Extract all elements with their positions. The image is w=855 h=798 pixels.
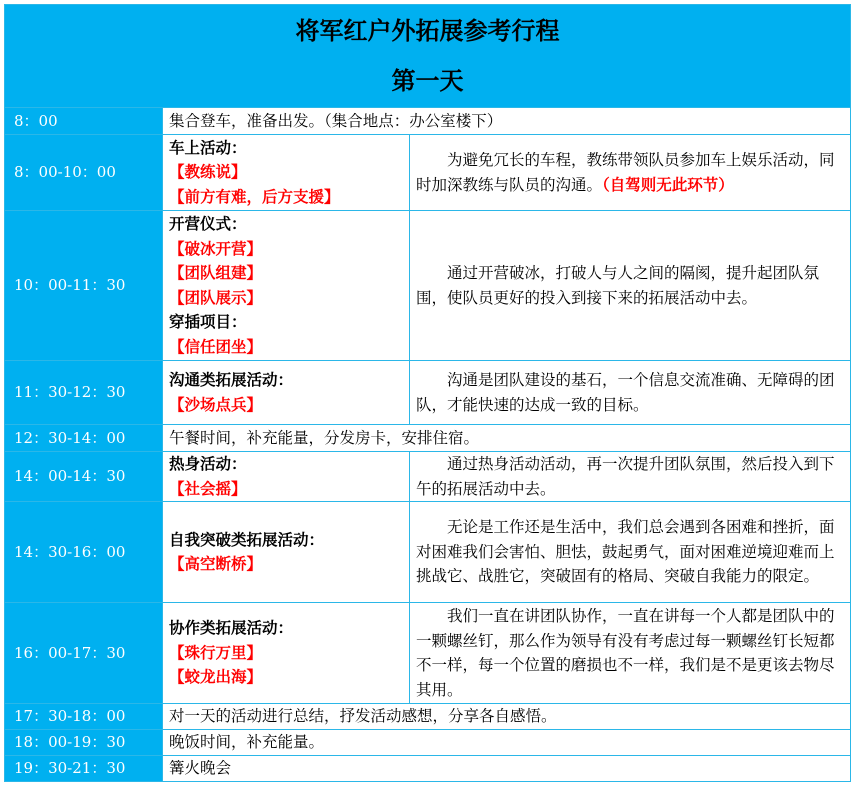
time-cell: 8：00: [5, 108, 163, 135]
activity-text: 对一天的活动进行总结，抒发活动感想，分享各自感悟。: [163, 704, 851, 730]
table-row: [5, 756, 851, 782]
activity-cell: [163, 452, 410, 502]
table-row: [5, 603, 851, 704]
description-cell: [410, 135, 851, 211]
activity-item: 【信任团坐】: [169, 337, 263, 356]
table-row: [5, 108, 851, 135]
activity-label: 开营仪式：: [169, 215, 247, 233]
activity-text: 篝火晚会: [163, 756, 851, 782]
activity-item: 【团队展示】: [169, 288, 263, 307]
description-text: 为避免冗长的车程，教练带领队员参加车上娱乐活动，同时加深教练与队员的沟通。: [416, 151, 835, 194]
activity-cell: [163, 211, 410, 361]
time-cell: 12：30-14：00: [5, 425, 163, 452]
activity-text: 晚饭时间，补充能量。: [163, 730, 851, 756]
activity-item: 【破冰开营】: [169, 239, 263, 258]
time-cell: 17：30-18：00: [5, 704, 163, 730]
activity-label: 车上活动：: [169, 138, 247, 157]
time-cell: 11：30-12：30: [5, 361, 163, 425]
description-cell: 通过开营破冰，打破人与人之间的隔阂，提升起团队氛围，使队员更好的投入到接下来的拓展活动中去。: [410, 211, 851, 361]
activity-cell: [163, 361, 410, 425]
activity-item: 【沙场点兵】: [169, 395, 263, 414]
table-row: [5, 361, 851, 425]
activity-text: 午餐时间，补充能量，分发房卡，安排住宿。: [163, 425, 851, 452]
activity-cell: [163, 603, 410, 704]
time-cell: 18：00-19：30: [5, 730, 163, 756]
activity-item: 【团队组建】: [169, 264, 263, 282]
table-row: [5, 211, 851, 361]
header-cell: [5, 5, 851, 108]
description-cell: 我们一直在讲团队协作，一直在讲每一个人都是团队中的一颗螺丝钉，那么作为领导有没有考虑过每一颗螺丝钉长短都不一样，每一个位置的磨损也不一样，我们是不是更该去物尽其用。: [410, 603, 851, 704]
activity-item: 【前方有难，后方支援】: [169, 187, 340, 206]
time-cell: 14：00-14：30: [5, 452, 163, 502]
description-cell: 沟通是团队建设的基石，一个信息交流准确、无障碍的团队，才能快速的达成一致的目标。: [410, 361, 851, 425]
itinerary-table: [4, 4, 851, 782]
time-cell: 19：30-21：30: [5, 756, 163, 782]
table-row: [5, 502, 851, 603]
activity-item: 【蛟龙出海】: [169, 668, 263, 687]
time-cell: 16：00-17：30: [5, 603, 163, 704]
table-row: [5, 425, 851, 452]
description-cell: 通过热身活动活动，再一次提升团队氛围，然后投入到下午的拓展活动中去。: [410, 452, 851, 502]
time-cell: 14：30-16：00: [5, 502, 163, 603]
itinerary-document: [4, 4, 850, 782]
activity-cell: [163, 135, 410, 211]
activity-label: 自我突破类拓展活动：: [169, 530, 325, 549]
time-cell: 10：00-11：30: [5, 211, 163, 361]
table-row: [5, 704, 851, 730]
time-cell: 8：00-10：00: [5, 135, 163, 211]
activity-label: 热身活动：: [169, 455, 247, 473]
description-note: （自驾则无此环节）: [602, 175, 734, 194]
table-row: [5, 135, 851, 211]
activity-label-secondary: 穿插项目：: [169, 313, 247, 331]
activity-text: 集合登车，准备出发。（集合地点：办公室楼下）: [163, 108, 851, 135]
day-heading: 第一天: [391, 66, 464, 95]
activity-item: 【教练说】: [169, 163, 247, 182]
table-row: [5, 730, 851, 756]
document-title: 将军红户外拓展参考行程: [295, 16, 560, 45]
table-row: [5, 452, 851, 502]
activity-label: 沟通类拓展活动：: [169, 371, 294, 389]
activity-cell: [163, 502, 410, 603]
activity-item: 【珠行万里】: [169, 643, 263, 662]
activity-label: 协作类拓展活动：: [169, 619, 294, 638]
description-cell: 无论是工作还是生活中，我们总会遇到各困难和挫折，面对困难我们会害怕、胆怯，鼓起勇气，面对困难逆境迎难而上挑战它、战胜它，突破固有的格局、突破自我能力的限定。: [410, 502, 851, 603]
header-row: [5, 5, 851, 108]
activity-item: 【高空断桥】: [169, 555, 263, 573]
activity-item: 【社会摇】: [169, 479, 247, 498]
